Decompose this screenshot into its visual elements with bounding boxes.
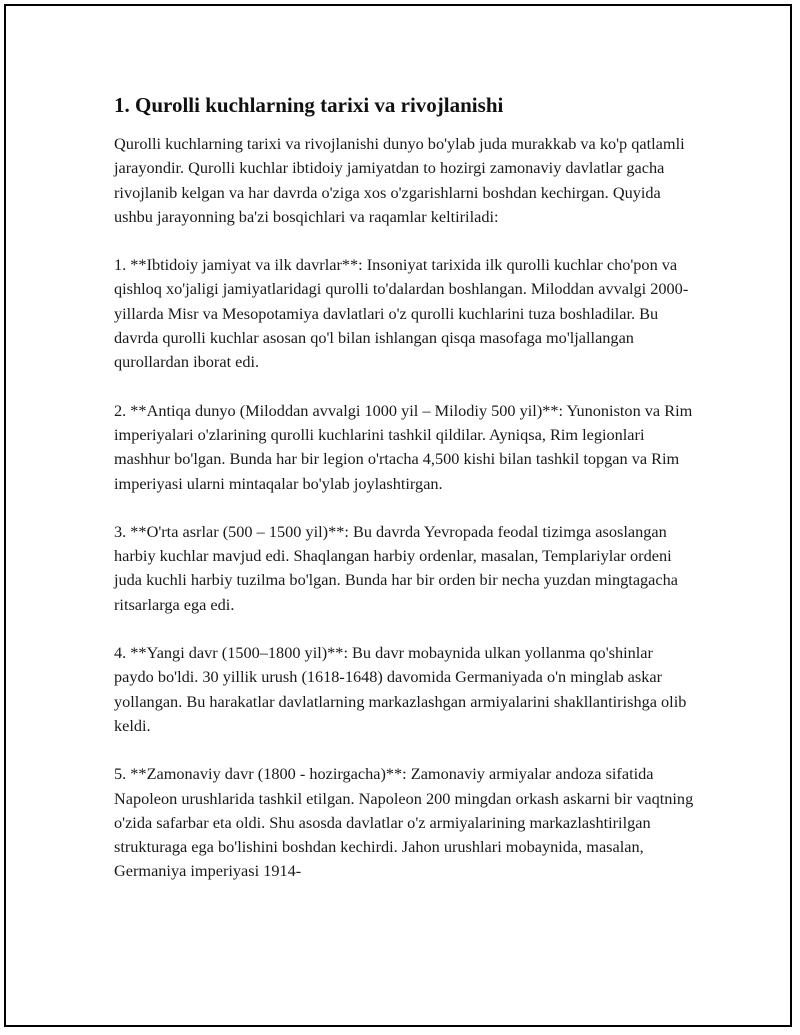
- intro-paragraph: Qurolli kuchlarning tarixi va rivojlanishi dunyo bo'ylab juda murakkab va ko'p qatlamli jarayondir. Qurolli kuchlar ibtidoiy jamiyatdan to hozirgi zamonaviy davlatlar gacha rivojlanib kelgan va har davrda o'ziga xos o'zgarishlarni boshdan kechirgan. Quyida ushbu jarayonning ba'zi bosqichlari va raqamlar keltiriladi:: [114, 134, 685, 226]
- paragraph-early-modern: 4. **Yangi davr (1500–1800 yil)**: Bu davr mobaynida ulkan yollanma qo'shinlar paydo bo'ldi. 30 yillik urush (1618-1648) davomida Germaniyada o'n minglab askar yollangan. Bu harakatlar davlatlarning markazlashgan armiyalarini shakllantirishga olib keldi.: [114, 643, 687, 735]
- paragraph-middle-ages: 3. **O'rta asrlar (500 – 1500 yil)**: Bu davrda Yevropada feodal tizimga asoslangan harbiy kuchlar mavjud edi. Shaqlangan harbiy ordenlar, masalan, Templariylar ordeni juda kuchli harbiy tuzilma bo'lgan. Bunda har bir orden bir necha yuzdan mingtagacha ritsarlarga ega edi.: [114, 521, 679, 614]
- section-heading: 1. Qurolli kuchlarning tarixi va rivojlanishi: [114, 93, 504, 117]
- paragraph-antiquity: 2. **Antiqa dunyo (Miloddan avvalgi 1000 yil – Milodiy 500 yil)**: Yunoniston va Rim imperiyalari o'zlarining qurolli kuchlarini tashkil qildilar. Ayniqsa, Rim legionlari mashhur bo'lgan. Bunda har bir legion o'rtacha 4,500 kishi bilan tashkil topgan va Rim imperiyasi ularni mintaqalar bo'ylab joylashtirgan.: [114, 400, 693, 493]
- paragraph-primitive-era: 1. **Ibtidoiy jamiyat va ilk davrlar**: Insoniyat tarixida ilk qurolli kuchlar cho'pon va qishloq xo'jaligi jamiyatlaridagi qurolli to'dalardan boshlangan. Miloddan avvalgi 2000-yillarda Misr va Mesopotamiya davlatlari o'z qurolli kuchlarini tuza boshladilar. Bu davrda qurolli kuchlar asosan qo'l bilan ishlangan qisqa masofaga mo'ljallangan qurollardan iborat edi.: [114, 255, 689, 372]
- paragraph-modern-era: 5. **Zamonaviy davr (1800 - hozirgacha)**: Zamonaviy armiyalar andoza sifatida Napoleon urushlarida tashkil etilgan. Napoleon 200 mingdan orkash askarni bir vaqtning o'zida safarbar eta oldi. Shu asosda davlatlar o'z armiyalarining markazlashtirilgan strukturaga ega bo'lishini boshdan kechirdi. Jahon urushlari mobaynida, masalan, Germaniya imperiyasi 1914-: [114, 764, 694, 881]
- document-content: [114, 92, 694, 908]
